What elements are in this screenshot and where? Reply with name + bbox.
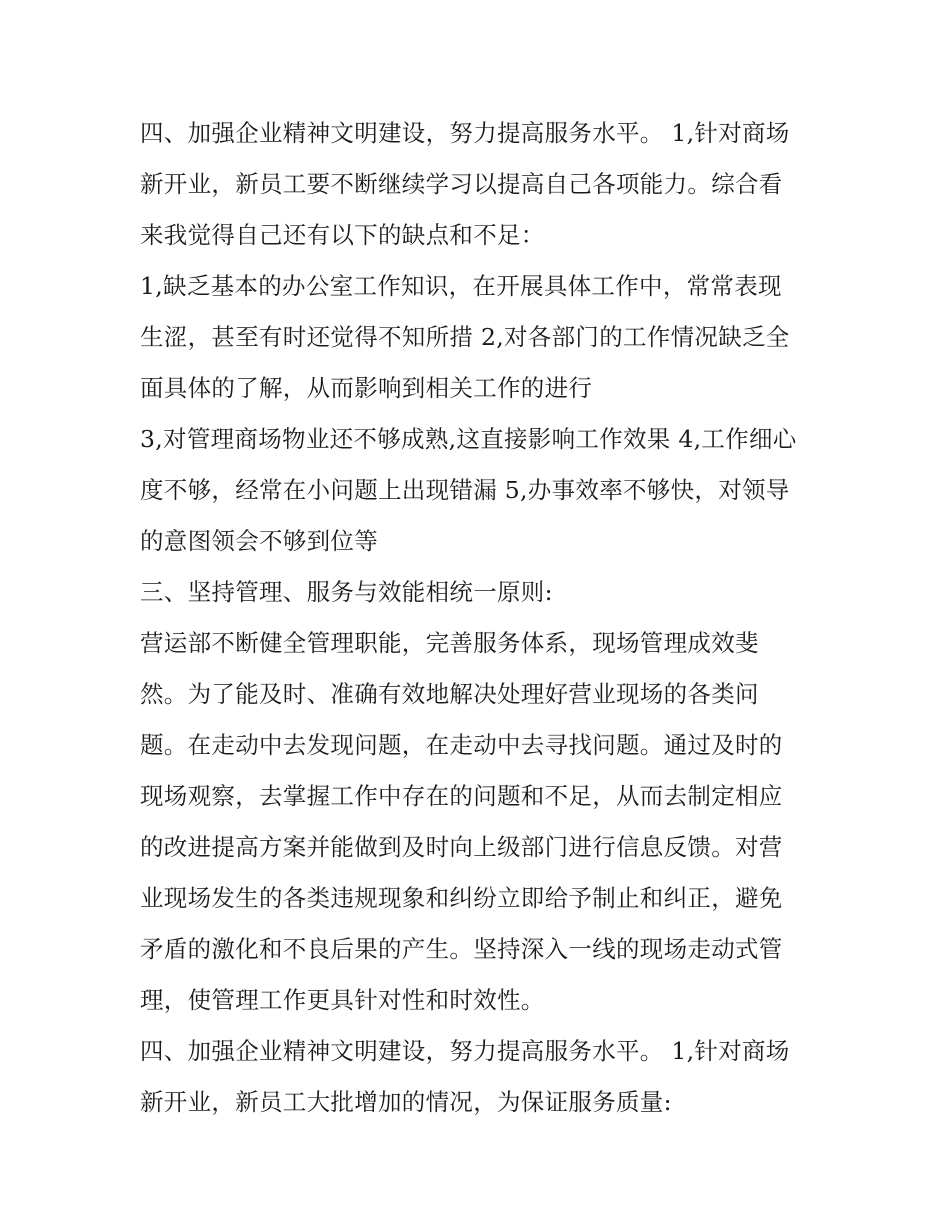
paragraph-3 <box>140 414 812 567</box>
text-line: 理，使管理工作更具针对性和时效性。 <box>140 986 545 1014</box>
text-line: 1,缺乏基本的办公室工作知识，在开展具体工作中，常常表现 <box>140 272 782 300</box>
text-line: 矛盾的激化和不良后果的产生。坚持深入一线的现场走动式管 <box>140 935 783 963</box>
paragraph-6 <box>140 1026 812 1128</box>
text-line: 三、坚持管理、服务与效能相统一原则: <box>140 578 553 606</box>
document-body <box>140 108 812 1128</box>
paragraph-1 <box>140 108 812 261</box>
text-line: 生涩，甚至有时还觉得不知所措 2,对各部门的工作情况缺乏全 <box>140 323 790 351</box>
text-line: 然。为了能及时、准确有效地解决处理好营业现场的各类问 <box>140 680 759 708</box>
text-line: 的意图领会不够到位等 <box>140 527 378 555</box>
text-line: 新开业，新员工大批增加的情况，为保证服务质量: <box>140 1088 672 1116</box>
paragraph-5 <box>140 618 812 1026</box>
text-line: 的改进提高方案并能做到及时向上级部门进行信息反馈。对营 <box>140 833 783 861</box>
text-line: 题。在走动中去发现问题，在走动中去寻找问题。通过及时的 <box>140 731 783 759</box>
text-line: 四、加强企业精神文明建设，努力提高服务水平。 1,针对商场 <box>140 119 790 147</box>
text-line: 营运部不断健全管理职能，完善服务体系，现场管理成效斐 <box>140 629 759 657</box>
text-line: 度不够，经常在小问题上出现错漏 5,办事效率不够快，对领导 <box>140 476 790 504</box>
text-line: 四、加强企业精神文明建设，努力提高服务水平。 1,针对商场 <box>140 1037 790 1065</box>
text-line: 3,对管理商场物业还不够成熟,这直接影响工作效果 4,工作细心 <box>140 425 797 453</box>
text-line: 来我觉得自己还有以下的缺点和不足： <box>140 221 545 249</box>
text-line: 新开业，新员工要不断继续学习以提高自己各项能力。综合看 <box>140 170 783 198</box>
text-line: 面具体的了解，从而影响到相关工作的进行 <box>140 374 593 402</box>
paragraph-2 <box>140 261 812 414</box>
text-line: 业现场发生的各类违规现象和纠纷立即给予制止和纠正，避免 <box>140 884 783 912</box>
section-heading <box>140 567 812 618</box>
text-line: 现场观察，去掌握工作中存在的问题和不足，从而去制定相应 <box>140 782 783 810</box>
